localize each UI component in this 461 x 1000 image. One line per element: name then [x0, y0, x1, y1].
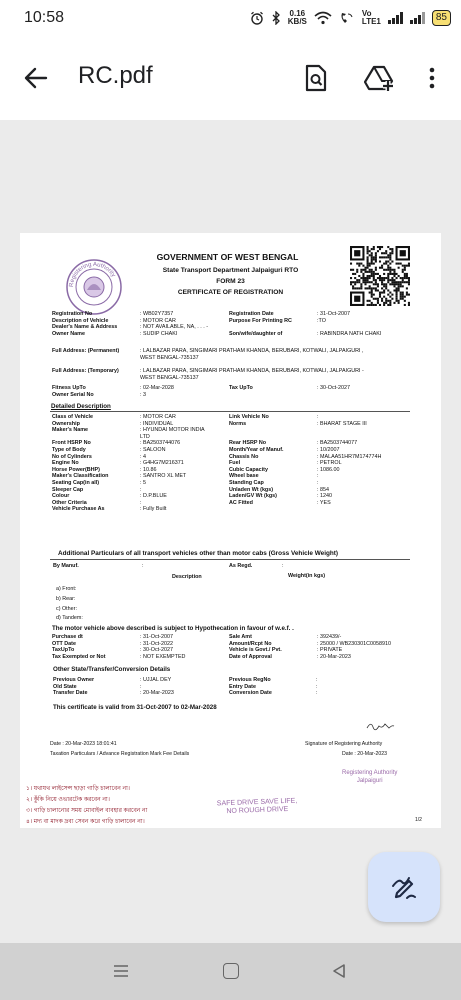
field-row	[53, 689, 174, 696]
field-label: Chassis No	[229, 453, 259, 460]
form-number: FORM 23	[216, 278, 245, 285]
field-row	[52, 641, 185, 648]
field-row	[229, 500, 381, 507]
field-value: : 4	[140, 453, 146, 460]
doc-subheading: State Transport Department Jalpaiguri RTO	[162, 267, 299, 274]
field-value: : 25000 / WB230301C0058910	[317, 640, 392, 647]
authority-stamp: Registering Authority Jalpaiguri	[342, 770, 398, 784]
doc-heading: GOVERNMENT OF WEST BENGAL	[156, 252, 299, 262]
status-bar	[0, 0, 461, 36]
field-value: : 20-Mar-2023	[140, 690, 174, 697]
field-label: Amount/Rcpt No	[229, 640, 272, 647]
details-left	[52, 414, 205, 513]
field-label: Maker's Classification	[52, 473, 109, 480]
hyp-left	[52, 634, 185, 660]
field-label: Unladen Wt (kgs)	[229, 486, 274, 493]
field-row	[52, 434, 205, 441]
registering-authority-seal	[65, 258, 123, 316]
field-row	[229, 647, 391, 654]
field-value: :	[140, 499, 142, 506]
registration-left: Registration No : WB02Y7357 Description of Vehicle : MOTOR CAR Dealer's Name & Address : NOT AVAILABLE, NA, . . . - Owner Name : SUDIP CHAKI	[52, 311, 209, 337]
field-value: : SANTRO XL MET	[140, 473, 187, 480]
field-value: :	[317, 414, 319, 420]
field-label: Month/Year of Manuf.	[229, 446, 284, 453]
field-row	[52, 634, 185, 641]
field-row	[229, 493, 381, 500]
app-bar	[0, 36, 461, 120]
safety-rule: ১। যথাযথ লাইসেন্স ছাড়া গাড়ি চালাবেন না।	[26, 786, 130, 792]
safety-rule: ৩। গাড়ি চালানোর সময় মোবাইল ব্যবহার করবেন না	[26, 808, 148, 814]
field-label: OTT Date	[52, 640, 76, 647]
home-icon[interactable]	[223, 963, 239, 979]
safety-rule: ৪। মদ্য বা মাদক দ্রব্য সেবন করে গাড়ি চালাবেন না।	[26, 819, 145, 825]
field-value: : 31-Oct-2007	[140, 634, 173, 640]
document-title: RC.pdf	[78, 62, 153, 89]
field-label: Colour	[52, 493, 70, 500]
field-label: Vehicle Purchase As	[52, 506, 105, 513]
field-row	[229, 480, 381, 487]
field-value: : 392439/-	[317, 634, 342, 640]
field-row	[229, 414, 381, 421]
field-row	[52, 480, 205, 487]
signal-2-icon	[410, 12, 425, 24]
recent-apps-icon[interactable]	[113, 964, 129, 978]
field-label: Previous Owner	[53, 677, 95, 683]
field-row	[52, 454, 205, 461]
field-label: Sleeper Cap	[52, 486, 84, 493]
field-row	[53, 683, 174, 690]
field-label: Sale Amt	[229, 634, 252, 640]
field-label: Entry Date	[229, 683, 256, 690]
field-row	[52, 654, 185, 661]
field-label: Link Vehicle No	[229, 414, 269, 420]
field-value: : PETROL	[317, 460, 342, 467]
bluetooth-icon	[271, 11, 281, 25]
fitness-row: Fitness UpTo : 02-Mar-2028 Tax UpTo : 30-Oct-2027 Owner Serial No : 3	[52, 385, 350, 398]
alarm-icon	[250, 11, 264, 25]
field-row	[52, 427, 205, 434]
field-label: Fuel	[229, 460, 241, 467]
field-value: : MOTOR CAR	[140, 414, 176, 420]
field-value: :	[316, 690, 318, 697]
field-value: : 20-Mar-2023	[317, 653, 351, 660]
field-label: Seating Cap(in all)	[52, 479, 100, 486]
field-row	[229, 487, 381, 494]
field-label: Vehicle is Govt./ Pvt.	[229, 647, 282, 654]
field-value: : YES	[317, 499, 331, 506]
authority-signature	[365, 720, 395, 732]
field-label: Norms	[229, 420, 247, 427]
field-label: Date of Approval	[229, 653, 272, 660]
nav-back-icon[interactable]	[331, 963, 347, 979]
field-label: Standing Cap	[229, 479, 264, 486]
field-label: Cubic Capacity	[229, 466, 268, 473]
axle-list: a) Front: b) Rear: c) Other: d) Tandem:	[56, 586, 83, 622]
network-speed: 0.16 KB/S	[287, 9, 307, 26]
svg-text:Registering Authority: Registering Authority	[68, 261, 117, 288]
hypothecation-text: The motor vehicle above described is subject to Hypothecation in favour of w.e.f. .	[52, 625, 294, 632]
field-label: Tax Exempted or Not	[52, 653, 106, 660]
field-label: Type of Body	[52, 446, 86, 453]
footer-taxation: Taxation Particulars / Advance Registration Mark Fee Details	[50, 751, 190, 757]
field-value: : 31-Oct-2022	[140, 640, 173, 647]
field-value: : 5	[140, 479, 146, 486]
field-label: Old State	[53, 683, 77, 690]
field-value: :	[140, 486, 142, 493]
field-value: : PRIVATE	[317, 647, 343, 654]
field-row	[229, 427, 381, 434]
field-label: Laden/GV Wt (kgs)	[229, 493, 277, 500]
field-value: : NOT EXEMPTED	[140, 653, 186, 660]
field-value: : 30-Oct-2027	[140, 647, 173, 654]
field-label: Wheel base	[229, 473, 259, 480]
field-row	[229, 460, 381, 467]
field-row	[52, 414, 205, 421]
field-value: :	[317, 479, 319, 486]
system-nav-bar	[0, 943, 461, 1000]
field-row	[229, 454, 381, 461]
field-label: Purchase dt	[52, 634, 83, 640]
field-row	[52, 421, 205, 428]
field-value: : BA2503744077	[317, 440, 358, 447]
field-value: :	[316, 677, 318, 683]
field-row	[229, 676, 318, 683]
field-row	[52, 447, 205, 454]
signal-1-icon	[388, 12, 403, 24]
more-options-icon[interactable]	[422, 64, 442, 92]
volte-indicator: Vo LTE1	[361, 9, 381, 26]
field-label: No of Cylinders	[52, 453, 92, 460]
description-header: Description	[172, 574, 202, 580]
registration-right: Registration Date : 31-Oct-2007 Purpose For Printing RC :TO Son/wife/daughter of : RABINDRA NATH CHAKI	[229, 311, 382, 337]
by-manuf-value: :	[142, 563, 144, 569]
back-arrow-icon[interactable]	[22, 64, 50, 92]
field-value: : 1240	[317, 493, 332, 500]
add-to-drive-icon[interactable]	[364, 64, 396, 92]
field-row	[52, 440, 205, 447]
field-value: :	[317, 473, 319, 480]
field-value: : Fully Built	[140, 506, 167, 513]
field-value: : MALAA51HR7M174774H	[317, 453, 382, 460]
as-regd-value: :	[282, 563, 284, 569]
field-label: Class of Vehicle	[52, 414, 94, 420]
transfer-right	[229, 676, 318, 696]
field-row	[52, 467, 205, 474]
transfer-left	[53, 676, 174, 696]
field-value: : HYUNDAI MOTOR INDIA	[140, 427, 205, 434]
field-row	[229, 440, 381, 447]
field-label: Transfer Date	[53, 690, 88, 697]
field-label: Conversion Date	[229, 690, 272, 697]
field-value: : BHARAT STAGE III	[317, 420, 367, 427]
safety-rule: ২। কুঁকি নিয়ে ওভারটেক করবেন না।	[26, 797, 110, 803]
as-regd-label: As Regd.	[229, 563, 253, 569]
battery-indicator: 85	[432, 10, 451, 26]
pdf-page[interactable]	[20, 233, 441, 828]
field-row	[229, 467, 381, 474]
field-label: Rear HSRP No	[229, 440, 267, 447]
field-value: : UJJAL DEY	[140, 677, 172, 683]
find-in-page-icon[interactable]	[303, 64, 329, 92]
field-value: LTD	[140, 433, 150, 440]
field-value: : INDIVIDUAL	[140, 420, 174, 427]
field-value: : SALOON	[140, 446, 166, 453]
field-label: TaxUpTo	[52, 647, 75, 654]
field-value: : 854	[317, 486, 329, 493]
field-row	[53, 676, 174, 683]
signature-title: Signature of Registering Authority	[305, 741, 383, 747]
wifi-icon	[314, 11, 332, 25]
field-row	[52, 647, 185, 654]
address-temporary: Full Address: (Temporary) : LALBAZAR PARA, SINGIMARI PRATHAM KHANDA, BERUBARI, KOTWALI, JALPAIGURI - WEST BENGAL-735137	[52, 368, 364, 381]
weight-header: Weight(in kgs)	[288, 573, 326, 579]
field-row	[229, 434, 381, 441]
field-row	[52, 500, 205, 507]
field-row	[229, 634, 391, 641]
field-label: Maker's Name	[52, 427, 89, 434]
other-state-title: Other State/Transfer/Conversion Details	[53, 666, 171, 673]
field-row	[229, 421, 381, 428]
field-row	[229, 683, 318, 690]
safe-drive-stamp: SAFE DRIVE SAVE LIFE, NO ROUGH DRIVE	[216, 797, 298, 816]
field-value: : G4HG7M216371	[140, 460, 184, 467]
annotate-button[interactable]	[368, 852, 440, 922]
wifi-calling-icon	[339, 11, 355, 25]
field-value: : D.P.BLUE	[140, 493, 167, 500]
field-row	[52, 506, 205, 513]
page-number: 1/2	[415, 817, 422, 823]
field-row	[229, 654, 391, 661]
validity-text: This certificate is valid from 31-Oct-2007 to 02-Mar-2028	[53, 704, 217, 711]
field-value: : 1086.00	[317, 466, 340, 473]
field-value: : BA2503744076	[140, 440, 181, 447]
field-label: AC Fitted	[229, 499, 253, 506]
field-label: Ownership	[52, 420, 80, 427]
signature-date: Date : 20-Mar-2023	[342, 751, 387, 757]
field-value: :	[316, 683, 318, 690]
clock: 10:58	[24, 9, 65, 26]
field-row	[52, 473, 205, 480]
divider	[50, 559, 410, 560]
status-icons	[250, 10, 451, 26]
field-row	[229, 641, 391, 648]
by-manuf-row: By Manuf.	[53, 563, 79, 569]
details-right	[229, 414, 381, 506]
divider	[50, 411, 410, 412]
pen-icon	[389, 872, 419, 902]
field-label: Horse Power(BHP)	[52, 466, 100, 473]
field-value: : 10.86	[140, 466, 157, 473]
hyp-right	[229, 634, 391, 660]
field-label: Other Criteria	[52, 499, 87, 506]
field-label: Front HSRP No	[52, 440, 91, 447]
document-content	[20, 233, 441, 828]
address-permanent: Full Address: (Permanent) : LALBAZAR PARA, SINGIMARI PRATHAM KHANDA, BERUBARI, KOTWALI, JALPAIGURI , WEST BENGAL-735137	[52, 348, 364, 361]
field-row	[229, 473, 381, 480]
field-label: Engine No	[52, 460, 79, 467]
field-value: : 10/2007	[317, 446, 340, 453]
additional-particulars-title: Additional Particulars of all transport vehicles other than motor cabs (Gross Vehicle Weight)	[58, 550, 339, 557]
field-row	[52, 493, 205, 500]
detailed-description-title: Detailed Description	[51, 403, 111, 410]
field-row	[52, 487, 205, 494]
field-row	[229, 689, 318, 696]
certificate-title: CERTIFICATE OF REGISTRATION	[177, 289, 284, 296]
field-row	[229, 447, 381, 454]
footer-date: Date : 20-Mar-2023 18:01:41	[50, 741, 117, 747]
field-row	[52, 460, 205, 467]
field-label: Previous RegNo	[229, 677, 271, 683]
field-value: :	[140, 683, 142, 690]
